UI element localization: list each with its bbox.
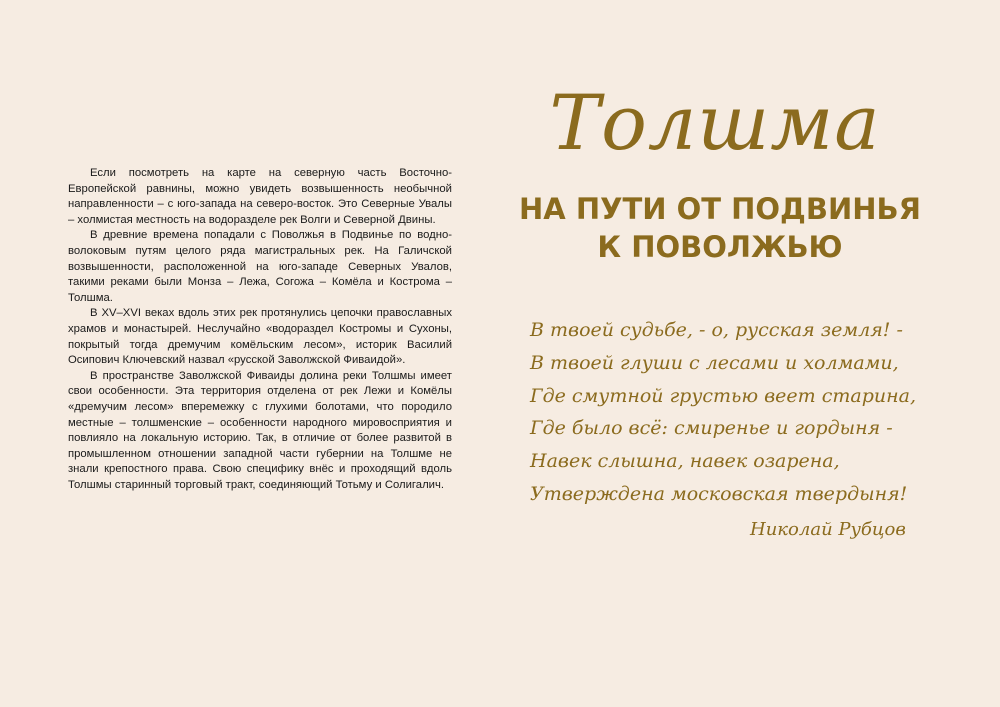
- subtitle-line-2: К ПОВОЛЖЬЮ: [597, 230, 843, 264]
- paragraph-3: В XV–XVI веках вдоль этих рек протянулись цепочки православных храмов и монастырей. Неслучайно «водораздел Костромы и Сухоны, покрытый тогда дремучим комёльским лесом», историк Василий Осипович Ключевский назвал «русской Заволжской Фиваидой».: [68, 307, 452, 367]
- poem-author: Николай Рубцов: [750, 519, 906, 540]
- subtitle: [500, 190, 940, 266]
- poem-line-5: Навек слышна, навек озарена,: [530, 450, 840, 473]
- poem: [530, 314, 950, 511]
- poem-line-1: В твоей судьбе, - о, русская земля! -: [530, 319, 903, 341]
- page-title: Толшма: [549, 78, 881, 167]
- poem-line-4: Где было всё: смиренье и гордыня -: [530, 417, 893, 440]
- paragraph-4: В пространстве Заволжской Фиваиды долина реки Толшмы имеет свои особенности. Эта территория отделена от рек Лежи и Комёлы «дремучим лесом» вперемежку с глухими болотами, что породило местные – толшменские – особенности народного мировосприятия и повлияло на локальную историю. Так, в отличие от более развитой в промышленном отношении западной части губернии на Толшме не знали крепостного права. Свою специфику внёс и проходящий вдоль Толшмы старинный торговый тракт, соединяющий Тотьму и Солигалич.: [68, 369, 452, 491]
- poem-line-2: В твоей глуши с лесами и холмами,: [530, 351, 899, 374]
- paragraph-2: В древние времена попадали с Поволжья в Подвинье по водно-волоковым путям целого ряда магистральных рек. На Галичской возвышенности, расположенной на юго-западе Северных Увалов, такими реками были Монза – Лежа, Согожа – Комёла и Кострома – Толшма.: [68, 229, 452, 304]
- poem-line-3: Где смутной грустью веет старина,: [530, 384, 916, 407]
- paragraph-1: Если посмотреть на карте на северную часть Восточно-Европейской равнины, можно увидеть возвышенность необычной направленности – с юго-запада на северо-восток. Это Северные Увалы – холмистая местность на водоразделе рек Волги и Северной Двины.: [68, 167, 452, 226]
- body-text: [68, 166, 452, 493]
- poem-line-6: Утверждена московская твердыня!: [530, 482, 908, 505]
- subtitle-line-1: НА ПУТИ ОТ ПОДВИНЬЯ: [519, 192, 921, 226]
